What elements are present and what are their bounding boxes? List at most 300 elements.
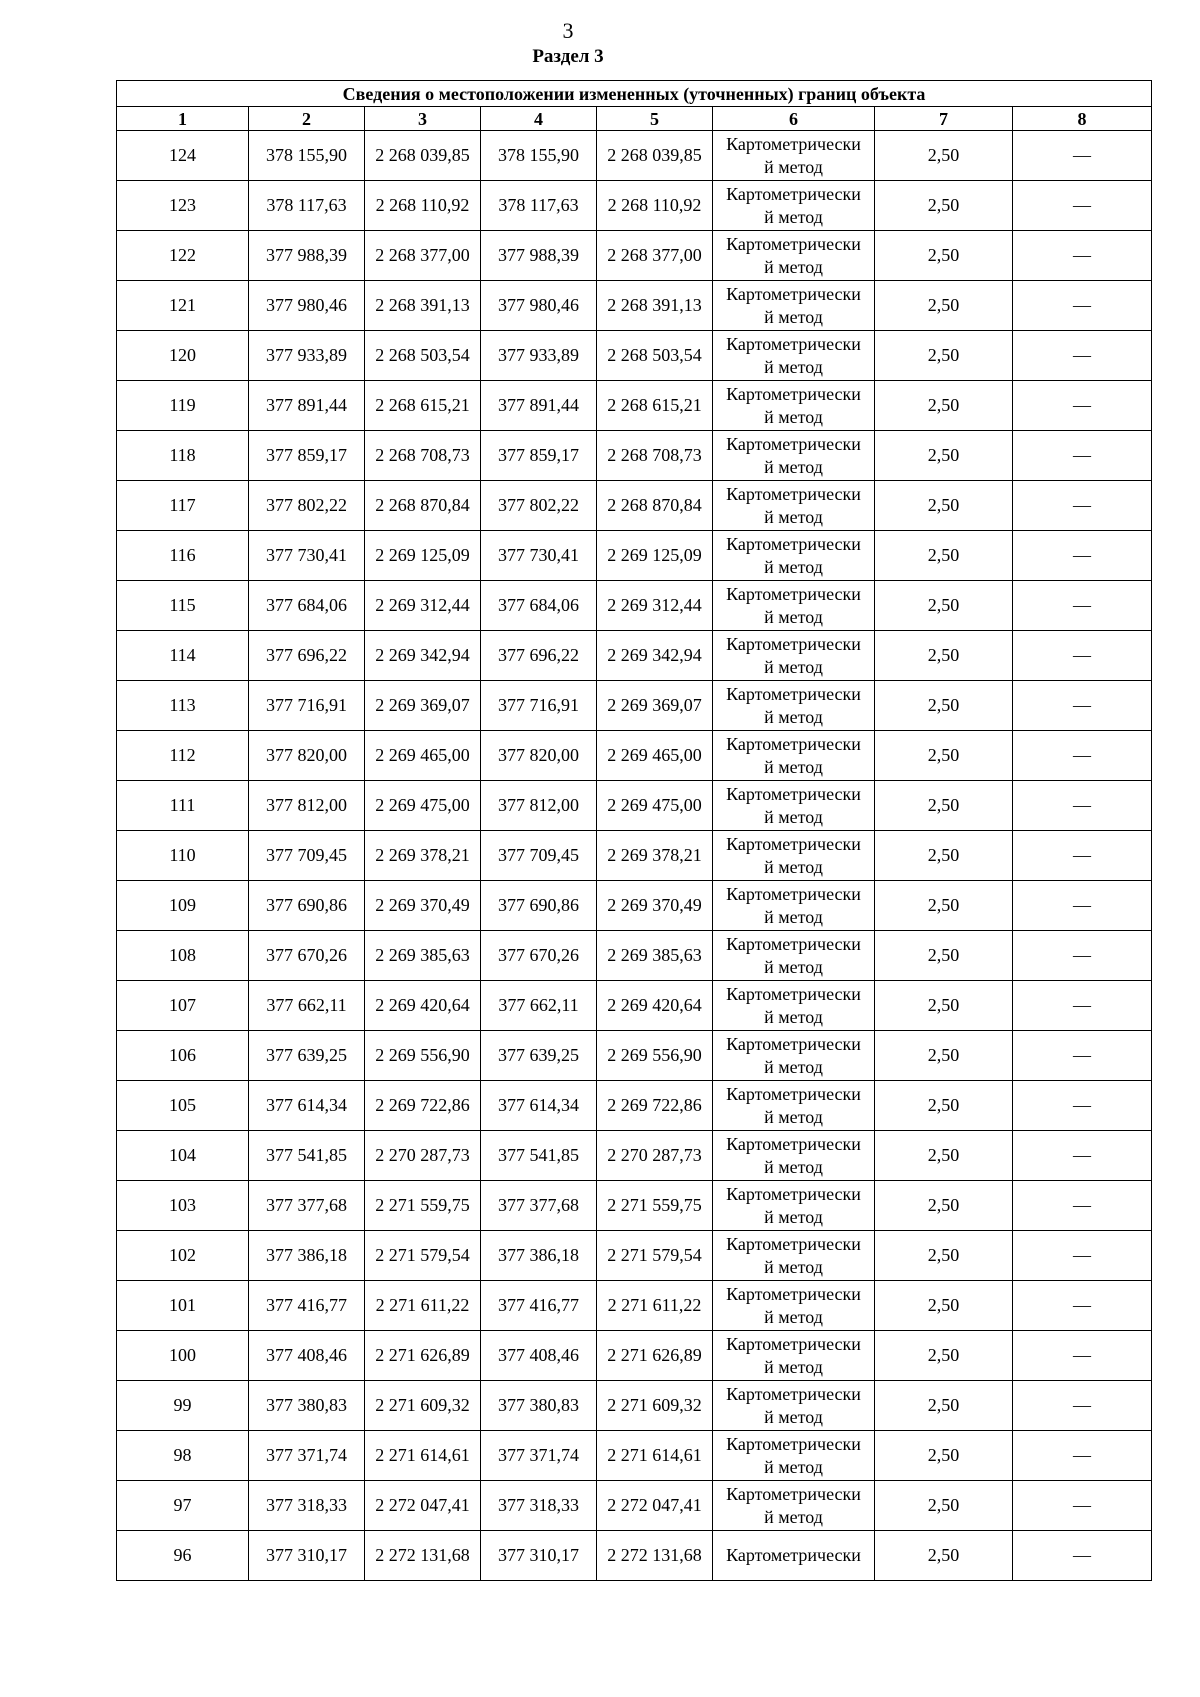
x-refined-cell: 377 408,46 — [481, 1331, 597, 1381]
precision-cell: 2,50 — [875, 1481, 1013, 1531]
x-refined-cell: 377 690,86 — [481, 881, 597, 931]
x-existing-cell: 378 155,90 — [249, 131, 365, 181]
table-row — [117, 731, 1152, 781]
method-cell — [713, 1231, 875, 1281]
page-number: 3 — [562, 18, 574, 43]
x-refined-cell: 377 371,74 — [481, 1431, 597, 1481]
point-number-cell: 108 — [117, 931, 249, 981]
method-line-1: Картометрически — [726, 1433, 861, 1454]
method-line-2: й метод — [764, 1206, 823, 1227]
note-cell: — — [1013, 581, 1152, 631]
table-row — [117, 1081, 1152, 1131]
precision-cell: 2,50 — [875, 181, 1013, 231]
y-existing-cell: 2 272 131,68 — [365, 1531, 481, 1581]
note-cell: — — [1013, 781, 1152, 831]
method-cell — [713, 581, 875, 631]
x-existing-cell: 377 820,00 — [249, 731, 365, 781]
y-existing-cell: 2 269 475,00 — [365, 781, 481, 831]
table-row — [117, 231, 1152, 281]
method-line-1: Картометрически — [726, 1283, 861, 1304]
method-line-2: й метод — [764, 656, 823, 677]
table-row — [117, 1531, 1152, 1581]
method-cell — [713, 1431, 875, 1481]
method-line-1: Картометрически — [726, 683, 861, 704]
precision-cell: 2,50 — [875, 1231, 1013, 1281]
table-row — [117, 281, 1152, 331]
method-line-2: й метод — [764, 706, 823, 727]
table-row — [117, 1431, 1152, 1481]
table-row — [117, 881, 1152, 931]
method-line-1: Картометрически — [726, 1233, 861, 1254]
method-cell — [713, 1481, 875, 1531]
y-existing-cell: 2 269 556,90 — [365, 1031, 481, 1081]
table-row — [117, 1331, 1152, 1381]
method-line-1: Картометрически — [726, 1183, 861, 1204]
table-row — [117, 331, 1152, 381]
y-existing-cell: 2 271 609,32 — [365, 1381, 481, 1431]
note-cell: — — [1013, 1131, 1152, 1181]
point-number-cell: 97 — [117, 1481, 249, 1531]
y-existing-cell: 2 269 312,44 — [365, 581, 481, 631]
point-number-cell: 107 — [117, 981, 249, 1031]
note-cell: — — [1013, 931, 1152, 981]
table-row — [117, 981, 1152, 1031]
table-row — [117, 531, 1152, 581]
note-cell: — — [1013, 131, 1152, 181]
method-line-2: й метод — [764, 956, 823, 977]
y-refined-cell: 2 268 377,00 — [597, 231, 713, 281]
y-refined-cell: 2 269 475,00 — [597, 781, 713, 831]
precision-cell: 2,50 — [875, 1081, 1013, 1131]
method-cell — [713, 531, 875, 581]
method-cell — [713, 981, 875, 1031]
method-line-1: Картометрически — [726, 1545, 861, 1565]
column-number-6: 6 — [713, 107, 875, 131]
method-cell — [713, 281, 875, 331]
y-refined-cell: 2 269 369,07 — [597, 681, 713, 731]
method-cell — [713, 1531, 875, 1581]
y-existing-cell: 2 269 378,21 — [365, 831, 481, 881]
table-row — [117, 1231, 1152, 1281]
note-cell: — — [1013, 531, 1152, 581]
x-existing-cell: 377 716,91 — [249, 681, 365, 731]
method-cell — [713, 1081, 875, 1131]
table-row — [117, 931, 1152, 981]
note-cell: — — [1013, 1531, 1152, 1581]
x-existing-cell: 377 670,26 — [249, 931, 365, 981]
y-refined-cell: 2 269 125,09 — [597, 531, 713, 581]
note-cell: — — [1013, 1331, 1152, 1381]
y-refined-cell: 2 272 131,68 — [597, 1531, 713, 1581]
y-refined-cell: 2 268 391,13 — [597, 281, 713, 331]
y-refined-cell: 2 269 420,64 — [597, 981, 713, 1031]
column-number-row — [117, 107, 1152, 131]
y-existing-cell: 2 268 377,00 — [365, 231, 481, 281]
column-number-7: 7 — [875, 107, 1013, 131]
method-cell — [713, 1281, 875, 1331]
method-line-1: Картометрически — [726, 883, 861, 904]
x-refined-cell: 377 812,00 — [481, 781, 597, 831]
x-existing-cell: 377 933,89 — [249, 331, 365, 381]
note-cell: — — [1013, 231, 1152, 281]
table-row — [117, 481, 1152, 531]
x-existing-cell: 377 859,17 — [249, 431, 365, 481]
method-cell — [713, 631, 875, 681]
note-cell: — — [1013, 1031, 1152, 1081]
y-refined-cell: 2 269 370,49 — [597, 881, 713, 931]
method-line-1: Картометрически — [726, 283, 861, 304]
table-row — [117, 581, 1152, 631]
method-line-1: Картометрически — [726, 733, 861, 754]
method-line-2: й метод — [764, 1106, 823, 1127]
precision-cell: 2,50 — [875, 1381, 1013, 1431]
note-cell: — — [1013, 681, 1152, 731]
column-number-8: 8 — [1013, 107, 1152, 131]
x-existing-cell: 377 639,25 — [249, 1031, 365, 1081]
x-existing-cell: 377 891,44 — [249, 381, 365, 431]
method-line-1: Картометрически — [726, 533, 861, 554]
y-refined-cell: 2 271 609,32 — [597, 1381, 713, 1431]
note-cell: — — [1013, 631, 1152, 681]
precision-cell: 2,50 — [875, 431, 1013, 481]
point-number-cell: 98 — [117, 1431, 249, 1481]
x-refined-cell: 377 662,11 — [481, 981, 597, 1031]
y-existing-cell: 2 268 870,84 — [365, 481, 481, 531]
y-refined-cell: 2 268 615,21 — [597, 381, 713, 431]
precision-cell: 2,50 — [875, 481, 1013, 531]
y-refined-cell: 2 268 110,92 — [597, 181, 713, 231]
x-refined-cell: 377 670,26 — [481, 931, 597, 981]
y-existing-cell: 2 268 110,92 — [365, 181, 481, 231]
y-refined-cell: 2 269 722,86 — [597, 1081, 713, 1131]
x-existing-cell: 377 377,68 — [249, 1181, 365, 1231]
method-line-2: й метод — [764, 156, 823, 177]
x-refined-cell: 377 933,89 — [481, 331, 597, 381]
x-refined-cell: 377 386,18 — [481, 1231, 597, 1281]
method-line-2: й метод — [764, 806, 823, 827]
method-cell — [713, 331, 875, 381]
x-existing-cell: 377 988,39 — [249, 231, 365, 281]
x-refined-cell: 377 980,46 — [481, 281, 597, 331]
method-cell — [713, 681, 875, 731]
x-existing-cell: 377 812,00 — [249, 781, 365, 831]
x-refined-cell: 377 988,39 — [481, 231, 597, 281]
method-line-2: й метод — [764, 1006, 823, 1027]
point-number-cell: 115 — [117, 581, 249, 631]
method-line-1: Картометрически — [726, 383, 861, 404]
note-cell: — — [1013, 431, 1152, 481]
table-row — [117, 131, 1152, 181]
x-existing-cell: 377 386,18 — [249, 1231, 365, 1281]
point-number-cell: 103 — [117, 1181, 249, 1231]
y-refined-cell: 2 271 579,54 — [597, 1231, 713, 1281]
y-refined-cell: 2 269 385,63 — [597, 931, 713, 981]
note-cell: — — [1013, 981, 1152, 1031]
method-line-2: й метод — [764, 306, 823, 327]
y-refined-cell: 2 269 342,94 — [597, 631, 713, 681]
point-number-cell: 116 — [117, 531, 249, 581]
point-number-cell: 124 — [117, 131, 249, 181]
table-row — [117, 681, 1152, 731]
method-line-1: Картометрически — [726, 233, 861, 254]
precision-cell: 2,50 — [875, 1131, 1013, 1181]
x-refined-cell: 377 310,17 — [481, 1531, 597, 1581]
x-refined-cell: 377 696,22 — [481, 631, 597, 681]
method-line-1: Картометрически — [726, 1483, 861, 1504]
x-refined-cell: 377 709,45 — [481, 831, 597, 881]
table-row — [117, 381, 1152, 431]
point-number-cell: 106 — [117, 1031, 249, 1081]
method-line-1: Картометрически — [726, 983, 861, 1004]
y-existing-cell: 2 271 611,22 — [365, 1281, 481, 1331]
y-refined-cell: 2 272 047,41 — [597, 1481, 713, 1531]
note-cell: — — [1013, 281, 1152, 331]
table-row — [117, 631, 1152, 681]
y-existing-cell: 2 268 708,73 — [365, 431, 481, 481]
column-number-3: 3 — [365, 107, 481, 131]
point-number-cell: 120 — [117, 331, 249, 381]
method-line-2: й метод — [764, 456, 823, 477]
method-cell — [713, 1181, 875, 1231]
method-line-2: й метод — [764, 356, 823, 377]
method-line-1: Картометрически — [726, 433, 861, 454]
point-number-cell: 104 — [117, 1131, 249, 1181]
method-cell — [713, 1381, 875, 1431]
table-row — [117, 781, 1152, 831]
point-number-cell: 119 — [117, 381, 249, 431]
note-cell: — — [1013, 881, 1152, 931]
point-number-cell: 117 — [117, 481, 249, 531]
x-existing-cell: 377 318,33 — [249, 1481, 365, 1531]
y-existing-cell: 2 271 626,89 — [365, 1331, 481, 1381]
y-refined-cell: 2 270 287,73 — [597, 1131, 713, 1181]
y-refined-cell: 2 269 465,00 — [597, 731, 713, 781]
method-line-1: Картометрически — [726, 1133, 861, 1154]
y-refined-cell: 2 271 626,89 — [597, 1331, 713, 1381]
method-line-1: Картометрически — [726, 783, 861, 804]
precision-cell: 2,50 — [875, 1331, 1013, 1381]
method-line-2: й метод — [764, 606, 823, 627]
x-refined-cell: 377 377,68 — [481, 1181, 597, 1231]
method-line-1: Картометрически — [726, 183, 861, 204]
y-refined-cell: 2 268 039,85 — [597, 131, 713, 181]
x-existing-cell: 377 371,74 — [249, 1431, 365, 1481]
method-cell — [713, 431, 875, 481]
y-refined-cell: 2 271 611,22 — [597, 1281, 713, 1331]
point-number-cell: 123 — [117, 181, 249, 231]
x-refined-cell: 377 820,00 — [481, 731, 597, 781]
y-existing-cell: 2 269 125,09 — [365, 531, 481, 581]
point-number-cell: 101 — [117, 1281, 249, 1331]
y-refined-cell: 2 268 870,84 — [597, 481, 713, 531]
method-line-1: Картометрически — [726, 583, 861, 604]
point-number-cell: 102 — [117, 1231, 249, 1281]
note-cell: — — [1013, 1081, 1152, 1131]
method-line-1: Картометрически — [726, 633, 861, 654]
method-cell — [713, 131, 875, 181]
precision-cell: 2,50 — [875, 1181, 1013, 1231]
method-cell — [713, 231, 875, 281]
table-row — [117, 1031, 1152, 1081]
table-caption: Сведения о местоположении измененных (уточненных) границ объекта — [117, 81, 1152, 107]
x-refined-cell: 377 684,06 — [481, 581, 597, 631]
method-line-1: Картометрически — [726, 1383, 861, 1404]
method-line-1: Картометрически — [726, 933, 861, 954]
y-existing-cell: 2 269 420,64 — [365, 981, 481, 1031]
x-existing-cell: 377 980,46 — [249, 281, 365, 331]
y-refined-cell: 2 271 614,61 — [597, 1431, 713, 1481]
precision-cell: 2,50 — [875, 581, 1013, 631]
precision-cell: 2,50 — [875, 631, 1013, 681]
method-line-1: Картометрически — [726, 483, 861, 504]
x-existing-cell: 378 117,63 — [249, 181, 365, 231]
y-existing-cell: 2 269 369,07 — [365, 681, 481, 731]
x-existing-cell: 377 614,34 — [249, 1081, 365, 1131]
method-cell — [713, 1131, 875, 1181]
table-row — [117, 1181, 1152, 1231]
point-number-cell: 122 — [117, 231, 249, 281]
precision-cell: 2,50 — [875, 381, 1013, 431]
method-line-1: Картометрически — [726, 1333, 861, 1354]
method-line-2: й метод — [764, 1506, 823, 1527]
method-cell — [713, 931, 875, 981]
method-line-2: й метод — [764, 1156, 823, 1177]
note-cell: — — [1013, 1431, 1152, 1481]
precision-cell: 2,50 — [875, 531, 1013, 581]
method-line-2: й метод — [764, 1256, 823, 1277]
x-refined-cell: 377 614,34 — [481, 1081, 597, 1131]
note-cell: — — [1013, 1481, 1152, 1531]
method-line-2: й метод — [764, 856, 823, 877]
precision-cell: 2,50 — [875, 231, 1013, 281]
note-cell: — — [1013, 181, 1152, 231]
method-line-2: й метод — [764, 1356, 823, 1377]
method-cell — [713, 781, 875, 831]
point-number-cell: 111 — [117, 781, 249, 831]
x-refined-cell: 378 155,90 — [481, 131, 597, 181]
precision-cell: 2,50 — [875, 1531, 1013, 1581]
y-existing-cell: 2 268 615,21 — [365, 381, 481, 431]
precision-cell: 2,50 — [875, 731, 1013, 781]
x-existing-cell: 377 541,85 — [249, 1131, 365, 1181]
method-line-2: й метод — [764, 1406, 823, 1427]
x-existing-cell: 377 690,86 — [249, 881, 365, 931]
table-row — [117, 1481, 1152, 1531]
point-number-cell: 114 — [117, 631, 249, 681]
table-row — [117, 1281, 1152, 1331]
note-cell: — — [1013, 1181, 1152, 1231]
y-existing-cell: 2 270 287,73 — [365, 1131, 481, 1181]
x-refined-cell: 377 639,25 — [481, 1031, 597, 1081]
method-line-1: Картометрически — [726, 1083, 861, 1104]
method-line-1: Картометрически — [726, 833, 861, 854]
note-cell: — — [1013, 1381, 1152, 1431]
boundary-coordinates-table — [116, 80, 1152, 1581]
method-line-1: Картометрически — [726, 333, 861, 354]
point-number-cell: 121 — [117, 281, 249, 331]
precision-cell: 2,50 — [875, 331, 1013, 381]
precision-cell: 2,50 — [875, 681, 1013, 731]
precision-cell: 2,50 — [875, 1031, 1013, 1081]
x-refined-cell: 377 416,77 — [481, 1281, 597, 1331]
x-existing-cell: 377 408,46 — [249, 1331, 365, 1381]
method-cell — [713, 481, 875, 531]
y-existing-cell: 2 268 039,85 — [365, 131, 481, 181]
x-existing-cell: 377 310,17 — [249, 1531, 365, 1581]
method-cell — [713, 181, 875, 231]
y-refined-cell: 2 269 378,21 — [597, 831, 713, 881]
x-existing-cell: 377 380,83 — [249, 1381, 365, 1431]
note-cell: — — [1013, 1231, 1152, 1281]
point-number-cell: 105 — [117, 1081, 249, 1131]
precision-cell: 2,50 — [875, 1431, 1013, 1481]
y-existing-cell: 2 271 614,61 — [365, 1431, 481, 1481]
point-number-cell: 113 — [117, 681, 249, 731]
precision-cell: 2,50 — [875, 281, 1013, 331]
precision-cell: 2,50 — [875, 831, 1013, 881]
method-line-2: й метод — [764, 256, 823, 277]
x-existing-cell: 377 416,77 — [249, 1281, 365, 1331]
x-existing-cell: 377 709,45 — [249, 831, 365, 881]
x-refined-cell: 377 730,41 — [481, 531, 597, 581]
section-title: Раздел 3 — [532, 46, 604, 67]
method-line-1: Картометрически — [726, 133, 861, 154]
table-row — [117, 1381, 1152, 1431]
method-line-2: й метод — [764, 406, 823, 427]
method-line-2: й метод — [764, 906, 823, 927]
x-refined-cell: 377 716,91 — [481, 681, 597, 731]
point-number-cell: 96 — [117, 1531, 249, 1581]
note-cell: — — [1013, 381, 1152, 431]
y-refined-cell: 2 271 559,75 — [597, 1181, 713, 1231]
y-refined-cell: 2 268 503,54 — [597, 331, 713, 381]
y-existing-cell: 2 268 503,54 — [365, 331, 481, 381]
precision-cell: 2,50 — [875, 1281, 1013, 1331]
y-existing-cell: 2 269 370,49 — [365, 881, 481, 931]
x-refined-cell: 377 541,85 — [481, 1131, 597, 1181]
method-line-2: й метод — [764, 506, 823, 527]
point-number-cell: 118 — [117, 431, 249, 481]
table-row — [117, 431, 1152, 481]
method-cell — [713, 731, 875, 781]
x-refined-cell: 377 891,44 — [481, 381, 597, 431]
y-existing-cell: 2 271 579,54 — [365, 1231, 481, 1281]
y-existing-cell: 2 269 722,86 — [365, 1081, 481, 1131]
x-existing-cell: 377 730,41 — [249, 531, 365, 581]
y-existing-cell: 2 269 342,94 — [365, 631, 481, 681]
column-number-1: 1 — [117, 107, 249, 131]
x-existing-cell: 377 684,06 — [249, 581, 365, 631]
precision-cell: 2,50 — [875, 131, 1013, 181]
method-cell — [713, 831, 875, 881]
method-line-2: й метод — [764, 556, 823, 577]
x-existing-cell: 377 802,22 — [249, 481, 365, 531]
x-refined-cell: 377 380,83 — [481, 1381, 597, 1431]
column-number-5: 5 — [597, 107, 713, 131]
method-line-2: й метод — [764, 206, 823, 227]
method-line-1: Картометрически — [726, 1033, 861, 1054]
y-existing-cell: 2 269 385,63 — [365, 931, 481, 981]
method-cell — [713, 381, 875, 431]
y-existing-cell: 2 271 559,75 — [365, 1181, 481, 1231]
column-number-4: 4 — [481, 107, 597, 131]
precision-cell: 2,50 — [875, 881, 1013, 931]
table-row — [117, 181, 1152, 231]
y-existing-cell: 2 272 047,41 — [365, 1481, 481, 1531]
point-number-cell: 100 — [117, 1331, 249, 1381]
note-cell: — — [1013, 731, 1152, 781]
x-refined-cell: 377 318,33 — [481, 1481, 597, 1531]
